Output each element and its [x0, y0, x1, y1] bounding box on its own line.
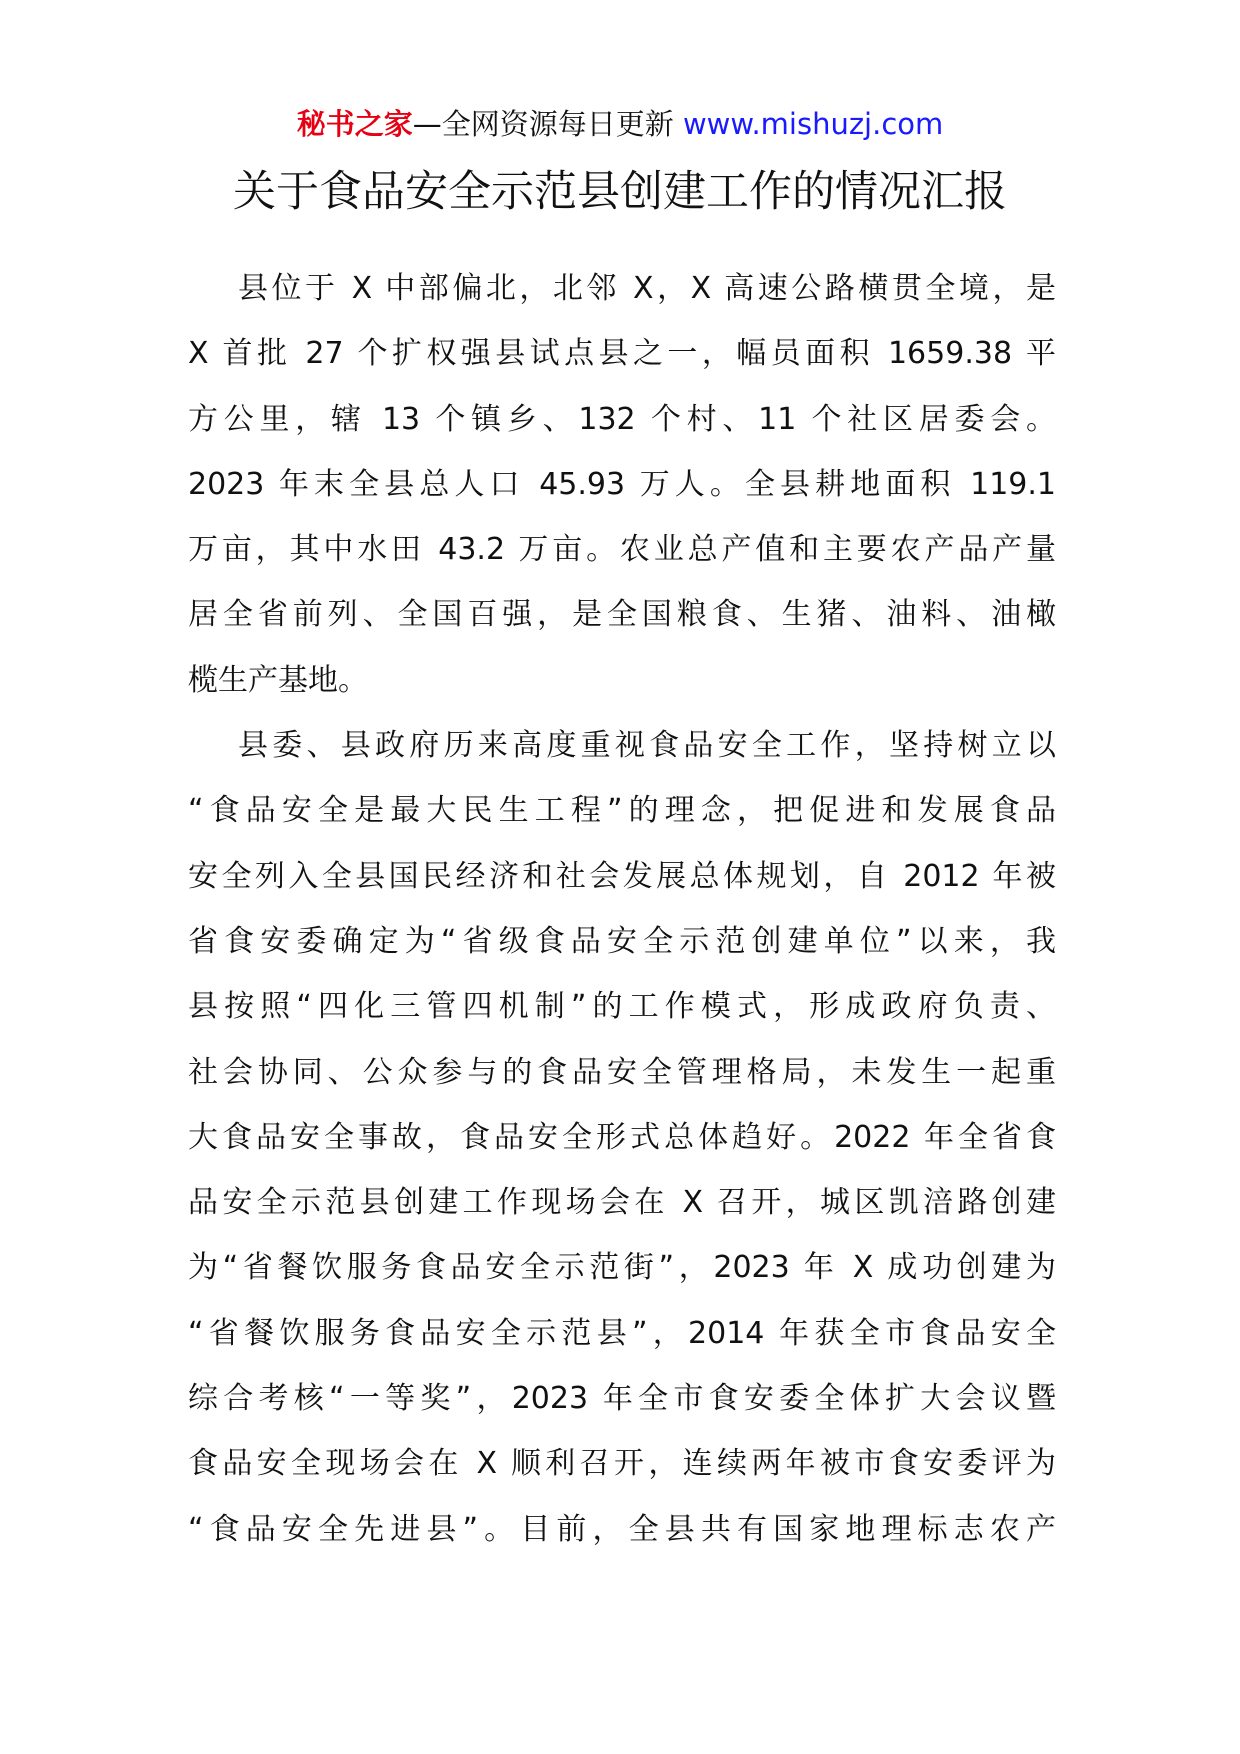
paragraph-line: 县位于 X 中部偏北，北邻 X，X 高速公路横贯全境，是 [238, 271, 1056, 306]
site-url-link[interactable]: www.mishuzj.com [682, 107, 944, 141]
paragraph-line: 县委、县政府历来高度重视食品安全工作，坚持树立以 [238, 728, 1056, 764]
paragraph-line: “食品安全是最大民生工程”的理念，把促进和发展食品 [188, 793, 1056, 829]
paragraph-line: 社会协同、公众参与的食品安全管理格局，未发生一起重 [188, 1054, 1056, 1090]
paragraph-2 [188, 713, 1056, 1562]
paragraph-line: 居全省前列、全国百强，是全国粮食、生猪、油料、油橄 [188, 597, 1056, 633]
paragraph-line: 省食安委确定为“省级食品安全示范创建单位”以来，我 [188, 923, 1056, 959]
paragraph-line: 方公里，辖 13 个镇乡、132 个村、11 个社区居委会。 [188, 401, 1056, 437]
paragraph-line: 榄生产基地。 [188, 662, 368, 698]
paragraph-line: “食品安全先进县”。目前，全县共有国家地理标志农产 [188, 1511, 1056, 1547]
paragraph-line: 大食品安全事故，食品安全形式总体趋好。2022 年全省食 [188, 1119, 1056, 1155]
site-header [0, 102, 1240, 146]
paragraph-line: 食品安全现场会在 X 顺利召开，连续两年被市食安委评为 [188, 1446, 1056, 1482]
paragraph-line: 县按照“四化三管四机制”的工作模式，形成政府负责、 [188, 989, 1056, 1025]
paragraph-line: 为“省餐饮服务食品安全示范街”，2023 年 X 成功创建为 [188, 1250, 1056, 1286]
paragraph-line: X 首批 27 个扩权强县试点县之一，幅员面积 1659.38 平 [188, 336, 1056, 372]
paragraph-line: 品安全示范县创建工作现场会在 X 召开，城区凯涪路创建 [188, 1185, 1056, 1221]
site-brand: 秘书之家 [296, 107, 413, 141]
paragraph-1 [188, 256, 1056, 713]
paragraph-line: 综合考核“一等奖”，2023 年全市食安委全体扩大会议暨 [188, 1381, 1056, 1417]
paragraph-line: 万亩，其中水田 43.2 万亩。农业总产值和主要农产品产量 [188, 532, 1056, 568]
document-title: 关于食品安全示范县创建工作的情况汇报 [233, 167, 1007, 217]
site-slogan: —全网资源每日更新 [412, 107, 683, 141]
paragraph-line: 安全列入全县国民经济和社会发展总体规划，自 2012 年被 [188, 858, 1056, 894]
paragraph-line: “省餐饮服务食品安全示范县”，2014 年获全市食品安全 [188, 1315, 1056, 1351]
document-body [188, 256, 1056, 1562]
paragraph-line: 2023 年末全县总人口 45.93 万人。全县耕地面积 119.1 [188, 466, 1056, 502]
